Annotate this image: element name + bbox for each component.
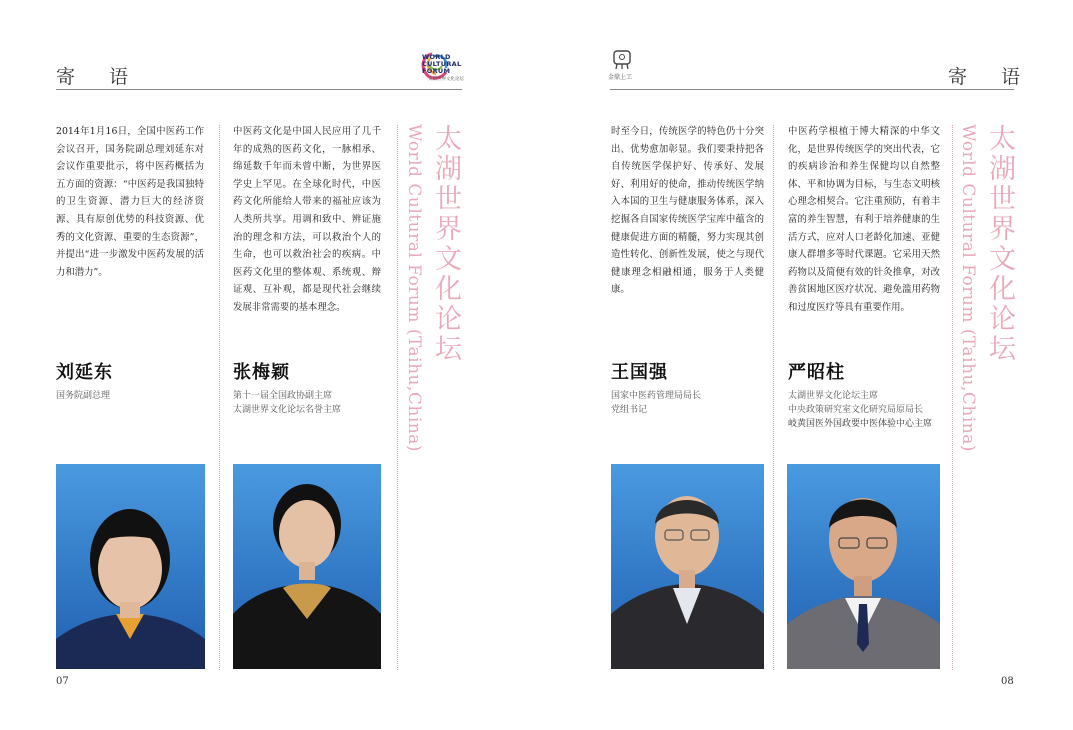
vertical-title-english: World Cultural Forum (Taihu,China) (958, 124, 978, 453)
right-header-title: 寄 语 (948, 66, 1035, 88)
person-name: 严昭柱 (788, 362, 845, 383)
person-title-line: 中央政策研究室文化研究局原局长 (788, 405, 924, 415)
person-titles (611, 389, 761, 417)
portrait-photo (56, 464, 205, 669)
vertical-title-chinese: 太湖世界文化论坛 (984, 124, 1015, 364)
portrait-photo (233, 464, 381, 669)
person-title-line: 太湖世界文化论坛名誉主席 (233, 405, 342, 415)
page-number-left: 07 (56, 676, 69, 687)
portrait-photo (611, 464, 764, 669)
jinding-logo (608, 48, 638, 82)
person-title-line: 太湖世界文化论坛主席 (788, 391, 879, 401)
person-title-line: 岐黄国医外国政要中医体验中心主席 (788, 419, 933, 429)
column-divider (397, 125, 398, 670)
left-header-title: 寄 语 (56, 66, 143, 88)
page-number-right: 08 (1001, 676, 1014, 687)
column-divider (219, 125, 220, 670)
portrait-photo (787, 464, 940, 669)
person-titles (233, 389, 393, 417)
column-divider (952, 125, 953, 670)
person-title-line: 党组书记 (611, 405, 648, 415)
person-paragraph: 时至今日，传统医学的特色仍十分突出、优势愈加彰显。我们要秉持把各自传统医学保护好、传承好、发展好、利用好的使命，推动传统医学纳入本国的卫生与健康服务体系，深入挖掘各自国家传统医学宝库中蕴含的健康促进方面的精髓，努力实现其创造性转化、创新性发展，使之与现代健康理念相融相通，服务于人类健康。 (611, 126, 764, 296)
logo-subtext: 太湖世界文化论坛 (428, 77, 464, 82)
column-divider (773, 125, 774, 670)
logo-text: WORLD CULTURAL FORUM (422, 53, 462, 75)
person-title-line: 国务院副总理 (56, 391, 111, 401)
logo-text: 金鼎上工 (608, 74, 633, 81)
person-name: 张梅颖 (233, 362, 290, 383)
right-header-rule (610, 89, 1014, 90)
person-name: 王国强 (611, 362, 668, 383)
tripod-logo-icon (611, 48, 633, 70)
person-titles (788, 389, 953, 431)
person-name: 刘延东 (56, 362, 113, 383)
person-paragraph: 中医药学根植于博大精深的中华文化，是世界传统医学的突出代表，它的疾病诊治和养生保健均以自然整体、平和协调为目标，与生态文明核心理念相契合。它注重预防，有着丰富的养生智慧，有利于培养健康的生活方式，应对人口老龄化加速、亚健康人群增多等时代课题。它采用天然药物以及简便有效的针灸推拿，对改善贫困地区医疗状况、避免滥用药物和过度医疗等具有重要作用。 (788, 126, 940, 313)
world-cultural-forum-logo (412, 50, 464, 84)
person-title-line: 第十一届全国政协副主席 (233, 391, 333, 401)
vertical-title-chinese: 太湖世界文化论坛 (430, 124, 461, 364)
person-paragraph: 中医药文化是中国人民应用了几千年的成熟的医药文化，一脉相承、绵延数千年而未曾中断，为世界医学史上罕见。在全球化时代，中医药文化所能给人带来的福祉应该为人类所共享。用调和致中、辨证施治的理念和方法，可以救治个人的生命，也可以救治社会的疾病。中医药文化里的整体观、系统观、辩证观、互补观，都是现代社会继续发展非常需要的基本理念。 (233, 126, 381, 313)
person-title-line: 国家中医药管理局局长 (611, 391, 702, 401)
person-paragraph: 2014年1月16日，全国中医药工作会议召开，国务院副总理刘延东对会议作重要批示，将中医药概括为五方面的资源：“中医药是我国独特的卫生资源、潜力巨大的经济资源、具有原创优势的科技资源、优秀的文化资源、重要的生态资源”，并提出“进一步激发中医药发展的活力和潜力”。 (56, 126, 204, 278)
vertical-title-english: World Cultural Forum (Taihu,China) (404, 124, 424, 453)
person-titles (56, 389, 206, 403)
left-header-rule (56, 89, 462, 90)
